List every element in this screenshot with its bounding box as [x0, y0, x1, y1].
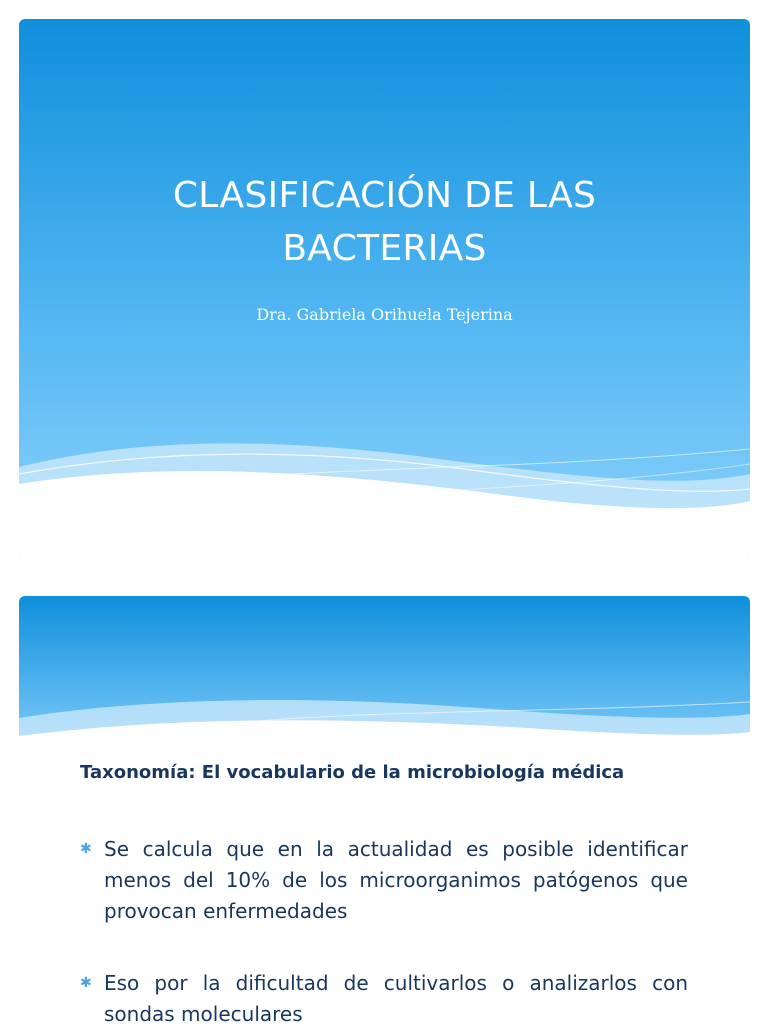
sky-wave-background: [19, 19, 750, 559]
bullet-text: Se calcula que en la actualidad es posible identificar menos del 10% de los microorganimos patógenos que provocan enfermedades: [104, 837, 688, 923]
bullet-item: [80, 968, 688, 1024]
asterisk-bullet-icon: ✱: [80, 841, 92, 857]
title-slide: [19, 19, 750, 559]
bullet-item: [80, 834, 688, 927]
slide-title-line: BACTERIAS: [282, 228, 487, 269]
bullet-text: Eso por la dificultad de cultivarlos o analizarlos con sondas moleculares: [104, 971, 688, 1024]
slide-subtitle: Dra. Gabriela Orihuela Tejerina: [256, 305, 513, 324]
content-slide: [19, 596, 750, 1024]
bullet-list: [80, 834, 688, 1024]
asterisk-bullet-icon: ✱: [80, 975, 92, 991]
slide-heading: Taxonomía: El vocabulario de la microbiología médica: [80, 762, 625, 783]
slide-title: [19, 169, 750, 275]
slide-title-line: CLASIFICACIÓN DE LAS: [172, 175, 597, 216]
